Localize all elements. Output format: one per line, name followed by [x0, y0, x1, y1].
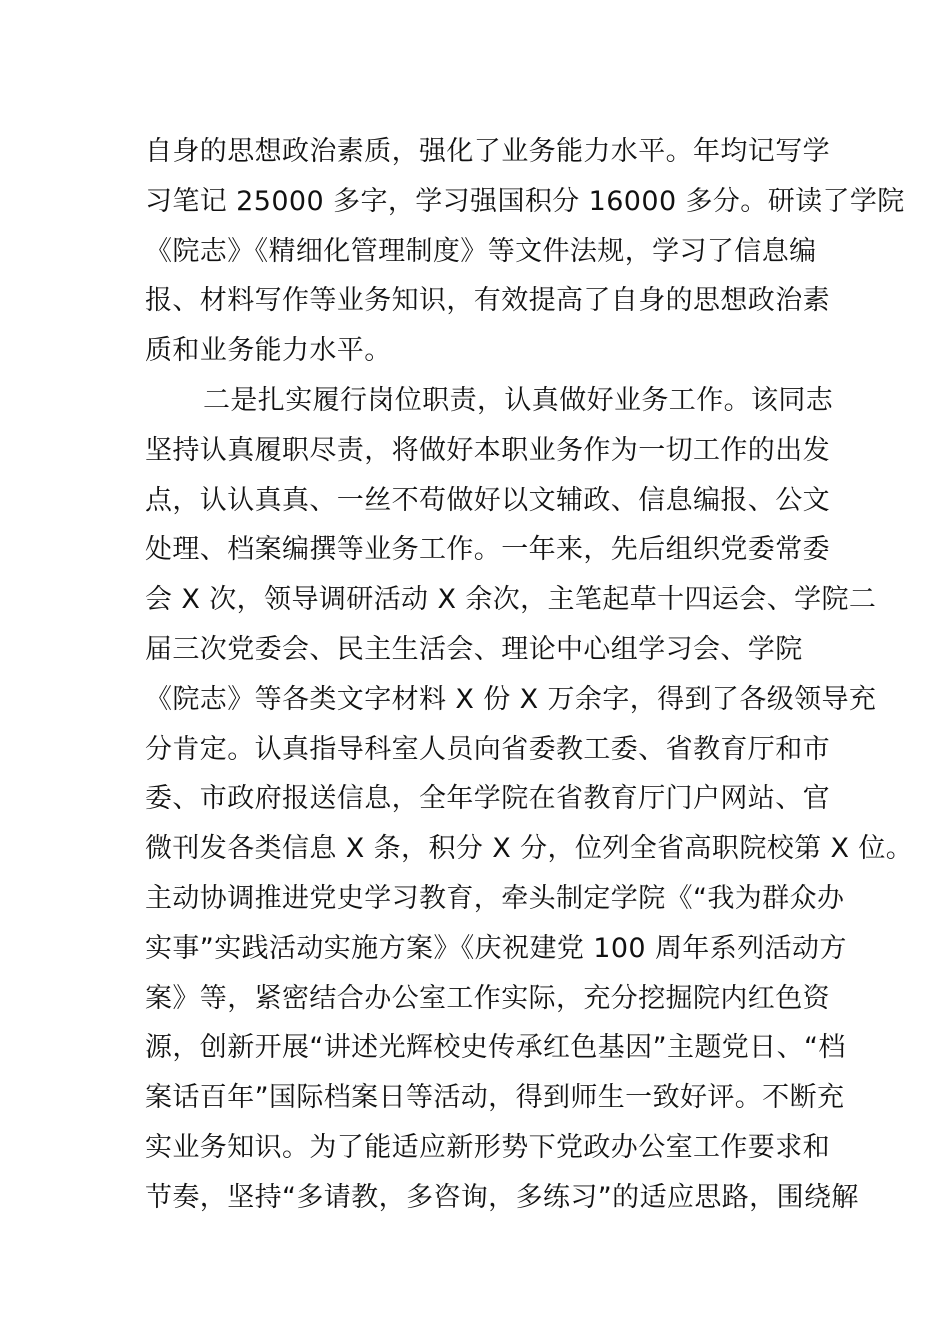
text-line: 会 X 次，领导调研活动 X 余次，主笔起草十四运会、学院二 — [145, 584, 877, 616]
text-line: 《院志》《精细化管理制度》等文件法规，学习了信息编 — [145, 235, 817, 267]
text-line: 主动协调推进党史学习教育，牵头制定学院《“我为群众办 — [145, 882, 845, 914]
text-line: 自身的思想政治素质，强化了业务能力水平。年均记写学 — [145, 136, 830, 167]
text-line: 分肯定。认真指导科室人员向省委教工委、省教育厅和市 — [145, 733, 830, 765]
text-line: 处理、档案编撰等业务工作。一年来，先后组织党委常委 — [145, 534, 830, 566]
text-line: 实业务知识。为了能适应新形势下党政办公室工作要求和 — [145, 1131, 830, 1163]
text-line: 源，创新开展“讲述光辉校史传承红色基因”主题党日、“档 — [145, 1032, 846, 1064]
text-line: 质和业务能力水平。 — [145, 335, 392, 367]
text-line: 届三次党委会、民主生活会、理论中心组学习会、学院 — [145, 633, 803, 665]
text-line: 点，认认真真、一丝不苟做好以文辅政、信息编报、公文 — [145, 484, 830, 516]
text-line: 报、材料写作等业务知识，有效提高了自身的思想政治素 — [145, 285, 830, 317]
text-line: 习笔记 25000 多字，学习强国积分 16000 多分。研读了学院 — [145, 185, 905, 217]
paragraph-start-line: 二是扎实履行岗位职责，认真做好业务工作。该同志 — [203, 384, 834, 416]
text-line: 案》等，紧密结合办公室工作实际，充分挖掘院内红色资 — [145, 982, 830, 1014]
text-line: 《院志》等各类文字材料 X 份 X 万余字，得到了各级领导充 — [145, 683, 877, 715]
text-line: 委、市政府报送信息，全年学院在省教育厅门户网站、官 — [145, 783, 830, 815]
text-line: 节奏，坚持“多请教，多咨询，多练习”的适应思路，围绕解 — [145, 1181, 859, 1213]
body-text — [145, 127, 914, 1223]
text-line: 实事”实践活动实施方案》《庆祝建党 100 周年系列活动方 — [145, 932, 847, 964]
text-line: 案话百年”国际档案日等活动，得到师生一致好评。不断充 — [145, 1082, 845, 1114]
text-line: 坚持认真履职尽责，将做好本职业务作为一切工作的出发 — [145, 434, 830, 466]
text-line: 微刊发各类信息 X 条，积分 X 分，位列全省高职院校第 X 位。 — [145, 833, 914, 865]
